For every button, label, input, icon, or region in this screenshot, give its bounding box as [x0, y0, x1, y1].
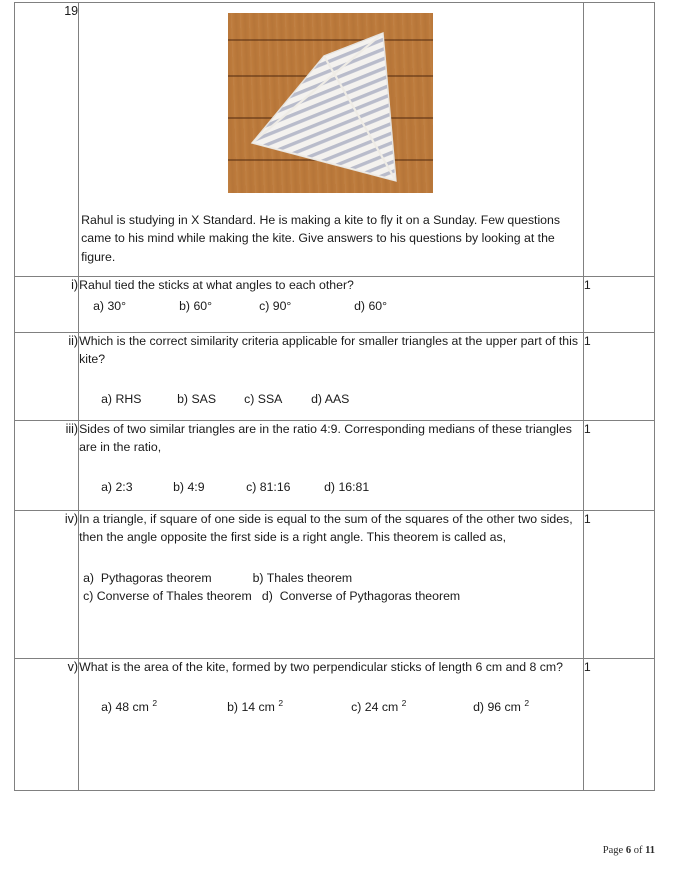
marks-cell-v	[583, 659, 654, 791]
option-iii-c[interactable]: c) 81:16	[246, 479, 291, 494]
question-stem-cell	[79, 3, 584, 277]
sub-label-cell-iv	[15, 511, 79, 659]
marks-value-iv: 1	[583, 512, 591, 527]
option-v-a[interactable]: a) 48 cm $^2$	[101, 697, 158, 714]
sub-question-label-i: i)	[71, 278, 79, 293]
question-table	[14, 2, 655, 791]
marks-cell-iv	[583, 511, 654, 659]
option-iv-line-2[interactable]: c) Converse of Thales theorem d) Converse of Pythagoras theorem	[83, 589, 461, 604]
option-v-b[interactable]: b) 14 cm $^2$	[227, 697, 284, 714]
question-number: 19	[64, 4, 79, 18]
sub-question-cell-iii	[79, 421, 584, 511]
table-row-sub-ii	[15, 333, 655, 421]
figure-container	[79, 3, 583, 203]
option-ii-b[interactable]: b) SAS	[177, 391, 217, 406]
option-i-a[interactable]: a) 30°	[93, 298, 127, 313]
option-row-v	[79, 699, 583, 716]
sub-question-label-ii: ii)	[68, 334, 79, 349]
marks-cell-empty	[583, 3, 654, 277]
option-row-ii	[79, 391, 583, 408]
sub-question-label-iv: iv)	[64, 512, 79, 527]
option-ii-d[interactable]: d) AAS	[311, 391, 350, 406]
sub-question-text-iii: Sides of two similar triangles are in the ratio 4:9. Corresponding medians of these triangles are in the ratio,	[79, 422, 572, 454]
question-stem-text: Rahul is studying in X Standard. He is making a kite to fly it on a Sunday. Few questions came to his mind while making the kite. Give answers to his questions by looking at the figure.	[81, 212, 561, 264]
option-i-b[interactable]: b) 60°	[179, 298, 213, 313]
option-ii-c[interactable]: c) SSA	[244, 391, 283, 406]
table-row-question-19	[15, 3, 655, 277]
question-number-cell	[15, 3, 79, 277]
option-iii-b[interactable]: b) 4:9	[173, 479, 205, 494]
marks-cell-iii	[583, 421, 654, 511]
option-row-i	[79, 298, 583, 315]
kite-photograph	[228, 13, 433, 193]
sub-question-cell-v	[79, 659, 584, 791]
marks-value-i: 1	[583, 278, 591, 293]
marks-cell-ii	[583, 333, 654, 421]
option-iii-d[interactable]: d) 16:81	[324, 479, 370, 494]
sub-question-cell-ii	[79, 333, 584, 421]
sub-question-text-iv: In a triangle, if square of one side is equal to the sum of the squares of the other two sides, then the angle opposite the first side is a right angle. This theorem is called as,	[79, 512, 573, 544]
option-iii-a[interactable]: a) 2:3	[101, 479, 133, 494]
option-v-d[interactable]: d) 96 cm $^2$	[473, 697, 530, 714]
sub-question-text-v: What is the area of the kite, formed by two perpendicular sticks of length 6 cm and 8 cm?	[79, 660, 564, 675]
option-block-iv	[79, 569, 583, 606]
marks-value-v: 1	[583, 660, 591, 675]
sub-question-cell-iv	[79, 511, 584, 659]
footer-middle: of	[631, 845, 646, 856]
page-footer	[603, 845, 655, 856]
table-row-sub-v	[15, 659, 655, 791]
sub-question-text-i: Rahul tied the sticks at what angles to each other?	[79, 278, 354, 293]
marks-value-iii: 1	[583, 422, 591, 437]
marks-value-ii: 1	[583, 334, 591, 349]
sub-label-cell-v	[15, 659, 79, 791]
sub-question-label-v: v)	[67, 660, 79, 675]
footer-total-pages: 11	[645, 845, 655, 856]
footer-page-number: 6	[625, 845, 632, 856]
kite-body	[252, 33, 396, 181]
option-v-c[interactable]: c) 24 cm $^2$	[351, 697, 407, 714]
table-row-sub-i	[15, 277, 655, 333]
sub-label-cell-ii	[15, 333, 79, 421]
footer-prefix: Page	[602, 845, 626, 856]
option-iv-line-1[interactable]: a) Pythagoras theorem b) Thales theorem	[83, 570, 353, 585]
sub-label-cell-iii	[15, 421, 79, 511]
table-row-sub-iii	[15, 421, 655, 511]
sub-question-label-iii: iii)	[65, 422, 79, 437]
option-ii-a[interactable]: a) RHS	[101, 391, 142, 406]
kite-shape-svg	[228, 13, 433, 193]
sub-question-text-ii: Which is the correct similarity criteria applicable for smaller triangles at the upper part of this kite?	[79, 334, 578, 366]
option-i-c[interactable]: c) 90°	[259, 298, 292, 313]
option-i-d[interactable]: d) 60°	[354, 298, 388, 313]
table-row-sub-iv	[15, 511, 655, 659]
option-row-iii	[79, 479, 583, 496]
sub-question-cell-i	[79, 277, 584, 333]
marks-cell-i	[583, 277, 654, 333]
sub-label-cell-i	[15, 277, 79, 333]
